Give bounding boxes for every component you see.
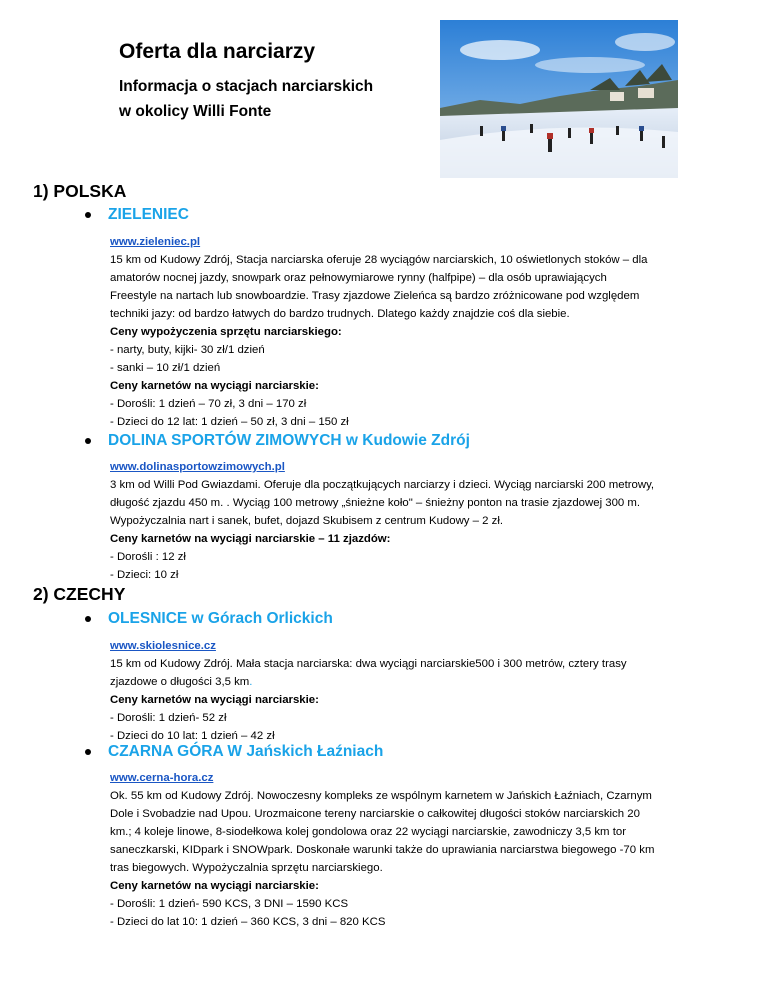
page-title: Oferta dla narciarzy bbox=[119, 40, 316, 63]
page-subtitle-line-1: Informacja o stacjach narciarskich bbox=[119, 78, 374, 95]
resort-name: CZARNA GÓRA W Jańskich Łaźniach bbox=[108, 743, 384, 760]
description-line: amatorów nocnej jazdy, snowpark oraz pełnowymiarowe rynny (halfpipe) – dla osób uprawiających bbox=[110, 272, 607, 284]
olesnice-website-link[interactable]: www.skiolesnice.cz bbox=[110, 640, 216, 652]
bullet-icon bbox=[85, 212, 91, 218]
trailing-period: . bbox=[249, 676, 253, 688]
description-line: długość zjazdu 450 m. . Wyciąg 100 metrowy „śnieżne koło" – śnieżny ponton na trasie zjazdowej 300 m. bbox=[110, 497, 641, 509]
pass-prices-heading: Ceny karnetów na wyciągi narciarskie – 11 zjazdów: bbox=[110, 533, 391, 545]
description-line: techniki jazy: od bardzo łatwych do bardzo trudnych. Dlatego każdy znajdzie coś dla siebie. bbox=[110, 308, 570, 320]
pass-price-line: - Dzieci do lat 10: 1 dzień – 360 KCS, 3 dni – 820 KCS bbox=[110, 916, 386, 928]
resort-name: DOLINA SPORTÓW ZIMOWYCH w Kudowie Zdrój bbox=[108, 432, 470, 449]
pass-price-line: - Dzieci do 12 lat: 1 dzień – 50 zł, 3 dni – 150 zł bbox=[110, 416, 349, 428]
description-line: 3 km od Willi Pod Gwiazdami. Oferuje dla początkujących narciarzy i dzieci. Wyciąg narciarski 200 metrowy, bbox=[110, 479, 655, 491]
ski-slope-photo bbox=[440, 20, 678, 178]
description-line: Wypożyczalnia nart i sanek, bufet, dojazd Skubisem z centrum Kudowy – 2 zł. bbox=[110, 515, 504, 527]
pass-prices-heading: Ceny karnetów na wyciągi narciarskie: bbox=[110, 380, 319, 392]
pass-prices-heading: Ceny karnetów na wyciągi narciarskie: bbox=[110, 880, 319, 892]
pass-price-line: - Dorośli: 1 dzień- 590 KCS, 3 DNI – 1590 KCS bbox=[110, 898, 349, 910]
resort-heading-zieleniec bbox=[85, 206, 189, 224]
resort-details-dolina-sportow-zimowych bbox=[110, 458, 730, 584]
bullet-icon bbox=[85, 616, 91, 622]
description-line: km.; 4 koleje linowe, 8-siodełkowa kolej gondolowa oraz 22 wyciągi narciarskie, zawodniczy 3,5 km tor bbox=[110, 826, 626, 838]
description-line: 15 km od Kudowy Zdrój, Stacja narciarska oferuje 28 wyciągów narciarskich, 10 oświetlonych stoków – dla bbox=[110, 254, 648, 266]
pass-price-line: - Dorośli: 1 dzień – 70 zł, 3 dni – 170 zł bbox=[110, 398, 307, 410]
description-line: Dole i Svobadzie nad Upou. Urozmaicone tereny narciarskie o całkowitej długości stoków narciarskich 20 bbox=[110, 808, 640, 820]
dolina-website-link[interactable]: www.dolinasportowzimowych.pl bbox=[110, 461, 285, 473]
description-line: 15 km od Kudowy Zdrój. Mała stacja narciarska: dwa wyciągi narciarskie500 i 300 metrów, cztery trasy bbox=[110, 658, 627, 670]
resort-details-zieleniec bbox=[110, 233, 730, 431]
rental-price-line: - sanki – 10 zł/1 dzień bbox=[110, 362, 221, 374]
pass-price-line: - Dzieci do 10 lat: 1 dzień – 42 zł bbox=[110, 730, 275, 742]
resort-heading-dolina-sportow-zimowych bbox=[85, 432, 470, 450]
resort-details-olesnice bbox=[110, 637, 730, 745]
rental-prices-heading: Ceny wypożyczenia sprzętu narciarskiego: bbox=[110, 326, 342, 338]
pass-prices-heading: Ceny karnetów na wyciągi narciarskie: bbox=[110, 694, 319, 706]
resort-details-czarna-gora bbox=[110, 769, 730, 931]
bullet-icon bbox=[85, 438, 91, 444]
description-line: saneczkarski, KIDpark i SNOWpark. Doskonałe warunki także do uprawiania narciarstwa biegowego -70 km bbox=[110, 844, 655, 856]
resort-name: ZIELENIEC bbox=[108, 206, 189, 223]
cerna-hora-website-link[interactable]: www.cerna-hora.cz bbox=[110, 772, 214, 784]
pass-price-line: - Dorośli : 12 zł bbox=[110, 551, 186, 563]
description-line: zjazdowe o długości 3,5 km bbox=[110, 676, 250, 688]
resort-heading-olesnice bbox=[85, 610, 333, 628]
section-heading-czechy: 2) CZECHY bbox=[33, 584, 126, 604]
resort-name: OLESNICE w Górach Orlickich bbox=[108, 610, 333, 627]
pass-price-line: - Dorośli: 1 dzień- 52 zł bbox=[110, 712, 227, 724]
rental-price-line: - narty, buty, kijki- 30 zł/1 dzień bbox=[110, 344, 265, 356]
description-line: Freestyle na nartach lub snowboardzie. Trasy zjazdowe Zieleńca są bardzo zróżnicowane pod względem bbox=[110, 290, 640, 302]
resort-heading-czarna-gora bbox=[85, 743, 383, 761]
description-line: Ok. 55 km od Kudowy Zdrój. Nowoczesny kompleks ze wspólnym karnetem w Jańskich Łaźniach, Czarnym bbox=[110, 790, 652, 802]
description-line: tras biegowych. Wypożyczalnia sprzętu narciarskiego. bbox=[110, 862, 383, 874]
page-subtitle-line-2: w okolicy Willi Fonte bbox=[119, 103, 272, 120]
bullet-icon bbox=[85, 749, 91, 755]
section-heading-polska: 1) POLSKA bbox=[33, 181, 127, 201]
pass-price-line: - Dzieci: 10 zł bbox=[110, 569, 179, 581]
zieleniec-website-link[interactable]: www.zieleniec.pl bbox=[110, 236, 201, 248]
